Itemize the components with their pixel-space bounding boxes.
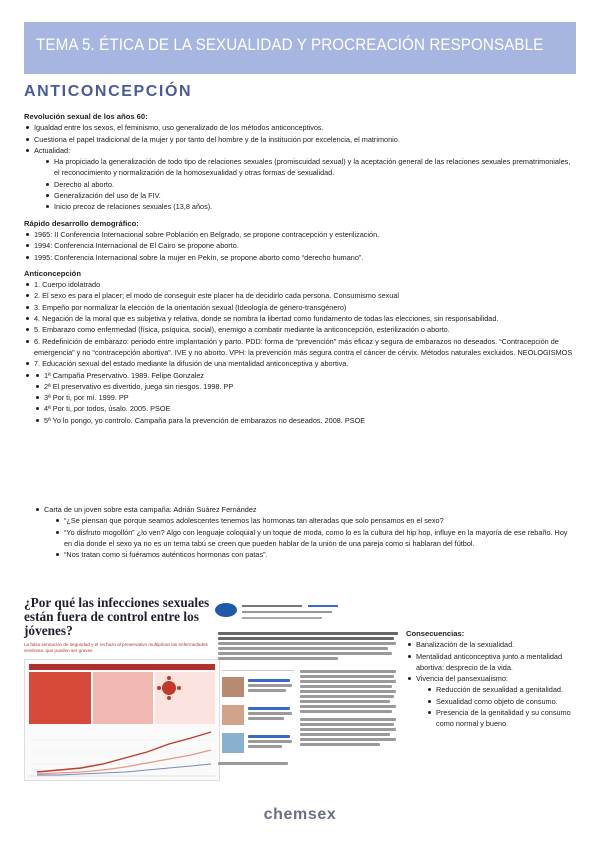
- list-item: 3. Empeño por normalizar la elección de la orientación sexual (Ideología de género-transgénero): [24, 302, 576, 313]
- list-item: 3ª Por ti, por mí. 1999. PP: [34, 392, 576, 403]
- actualidad-sublist: [44, 156, 576, 212]
- infographic-header-bar: [29, 664, 215, 670]
- trend-lines-graphic: [29, 728, 215, 778]
- list-item: 1995: Conferencia Internacional sobre la mujer en Pekín, se propone aborto como “derecho humano”.: [24, 252, 576, 263]
- list-item: 4. Negación de la moral que es subjetiva y relativa, donde se nombra la libertad como fundamento de todas las elecciones, sin responsabilidad.: [24, 313, 576, 324]
- demographic-list: [24, 229, 576, 263]
- list-item: Cuestiona el papel tradicional de la mujer y por tanto del hombre y de la institución por excelencia, el matrimonio.: [24, 134, 576, 145]
- list-item: Inicio precoz de relaciones sexuales (13,8 años).: [44, 201, 576, 212]
- list-item: Derecho al aborto.: [44, 179, 576, 190]
- newspaper-logo-icon: [215, 603, 237, 617]
- list-item: [24, 370, 576, 426]
- list-item: 1ª Campaña Preservativo. 1989. Felipe Gonzalez: [34, 370, 576, 381]
- anticoncepcion-list: [24, 279, 576, 426]
- list-item: [406, 673, 576, 729]
- article-title: ¿Por qué las infecciones sexuales están fuera de control entre los jóvenes?: [24, 595, 210, 638]
- list-item: [34, 504, 576, 560]
- list-item: 2ª El preservativo es divertido, juega sin riesgos. 1998. PP: [34, 381, 576, 392]
- list-item: 5ª Yo lo pongo, yo controlo. Campaña para la prevención de embarazos no deseados. 2008. PSOE: [34, 415, 576, 426]
- list-item: 1965: II Conferencia Internacional sobre Población en Belgrado, se propone contracepción y esterilización.: [24, 229, 576, 240]
- list-item: Generalización del uso de la FIV.: [44, 190, 576, 201]
- infographic: [24, 659, 220, 781]
- list-item: 2. El sexo es para el placer; el modo de conseguir este placer ha de decidirlo cada persona. Consumismo sexual: [24, 290, 576, 301]
- list-item-label: Vivencia del pansexualismo:: [416, 674, 508, 684]
- list-item: Presencia de la genitalidad y su consumo como normal y bueno.: [426, 707, 576, 730]
- article-subtitle: La falsa sensación de seguridad y el rechazo al preservativo multiplican las enfermedades venéreas, que pueden ser graves: [24, 642, 208, 653]
- brand-logo: chemsex: [263, 806, 337, 823]
- campaign-list: [34, 370, 576, 426]
- list-item: “Nos tratan como si fuéramos auténticos hormonas con patas”.: [54, 549, 576, 560]
- list-item: 4ª Por ti, por todos, úsalo. 2005. PSOE: [34, 403, 576, 414]
- quote-list: [54, 515, 576, 560]
- panel-red: [29, 672, 91, 724]
- infographic-panels: [29, 672, 215, 724]
- list-item: 6. Redefinición de embarazo: periodo entre implantación y parto. PDD: forma de “prevención” más eficaz y segura de embarazos no deseados. “Contracepción de emergencia” y no “contracepción abortiva”. IVE y no aborto. VPH: la prevención más segura contra el cáncer de cérvix. Métodos naturales excluidos. NEOLOGISMOS: [24, 336, 576, 359]
- list-item: Ha propiciado la generalización de todo tipo de relaciones sexuales (promiscuidad sexual) y la aceptación general de las relaciones sexuales prematrimoniales, el reconocimiento y normalización de la homosexualidad y otras formas de sexualidad.: [44, 156, 576, 179]
- related-articles-graphic: [222, 670, 294, 770]
- demographic-heading: Rápido desarrollo demográfico:: [24, 218, 139, 228]
- list-item: Mentalidad anticonceptiva junto a mentalidad abortiva: desprecio de la vida.: [406, 651, 576, 674]
- list-item: 1994: Conferencia Internacional de El Cairo se propone aborto.: [24, 240, 576, 251]
- list-item: Reducción de sexualidad a genitalidad.: [426, 684, 576, 695]
- list-item: 7. Educación sexual del estado mediante la difusión de una mentalidad anticonceptiva y abortiva.: [24, 358, 576, 369]
- consequences-heading: Consecuencias:: [406, 629, 465, 638]
- list-item: “Yo disfruto mogollón” ¿lo ven? Algo con lenguaje coloquial y un toque de moda, como lo es la cultura del hip hop, influye en la mayoría de ese rebaño. Hoy en día donde el sexo ya no es un tema tabú se creen que pueden hablar de la unión de una pareja como si hablaran del fútbol.: [54, 527, 576, 550]
- revolution-heading: Revolución sexual de los años 60:: [24, 112, 148, 121]
- list-item: 5. Embarazo como enfermedad (física, psíquica, social), enemigo a combatir mediante la anticoncepción, esterilización o aborto.: [24, 324, 576, 335]
- letter-intro: Carta de un joven sobre esta campaña: Adrián Suárez Fernández: [44, 505, 257, 514]
- letter-block: [34, 504, 576, 560]
- consequences-list: [406, 639, 576, 729]
- anticoncepcion-heading: Anticoncepción: [24, 268, 81, 278]
- list-item: [24, 145, 576, 213]
- list-item: Igualdad entre los sexos, el feminismo, uso generalizado de los métodos anticonceptivos.: [24, 122, 576, 133]
- list-item-label: Actualidad:: [34, 145, 71, 155]
- header-band: [24, 22, 576, 74]
- thumbnail: [222, 677, 244, 697]
- thumbnail: [222, 705, 244, 725]
- section-title: ANTICONCEPCIÓN: [24, 83, 193, 100]
- list-item: Sexualidad como objeto de consumo.: [426, 696, 576, 707]
- virus-icon: [157, 676, 181, 700]
- thumbnail: [222, 733, 244, 753]
- list-item: Banalización de la sexualidad.: [406, 639, 576, 650]
- article-header-text-graphic: [242, 604, 382, 624]
- page-title: TEMA 5. ÉTICA DE LA SEXUALIDAD Y PROCREACIÓN RESPONSABLE: [36, 36, 544, 54]
- revolution-list: [24, 122, 576, 212]
- main-content: [24, 111, 576, 425]
- consequences-section: [406, 628, 576, 730]
- letter-list: [34, 504, 576, 560]
- panel-pink: [93, 672, 153, 724]
- pansexualism-sublist: [426, 684, 576, 729]
- list-item: 1. Cuerpo idolatrado: [24, 279, 576, 290]
- list-item: “¿Se piensan que porque seamos adolescentes tenemos las hormonas tan alteradas que solo pensamos en el sexo?: [54, 515, 576, 526]
